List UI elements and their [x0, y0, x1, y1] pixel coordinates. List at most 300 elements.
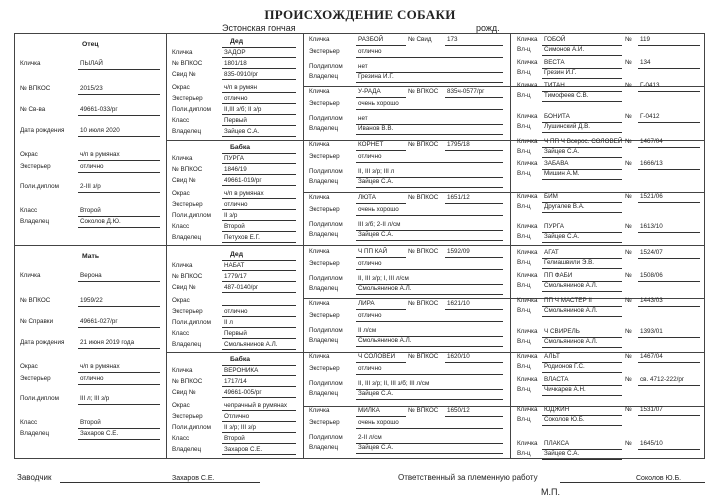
grandsire_m-svid: 487-0140/рг [224, 284, 259, 291]
granddam_m-diplom-label: Поли.диплом [172, 424, 212, 431]
grandsire_m-vpkos: 1779/17 [224, 273, 247, 280]
gggp-16-num-underline [638, 449, 700, 450]
ggp-1-diplom-label: Полдиплом [309, 63, 343, 70]
father-diplom-label: Поли.диплом [20, 183, 60, 190]
grandsire_m-klass-label: Класс [172, 330, 190, 337]
column-divider-2 [303, 33, 304, 459]
father-name-label: Кличка [20, 60, 41, 67]
granddam_m-diplom: II з/р; III з/р [224, 424, 257, 431]
ggp-1-exterier-underline [356, 57, 503, 58]
gggp-11-num: 1443/03 [640, 297, 663, 304]
gggp-6-num-label: № [625, 160, 632, 167]
ggp-7-num-label: № ВПКОС [408, 353, 439, 360]
ggp-5-exterier-label: Экстерьер [309, 260, 340, 267]
gggp-4-owner: Лушинский Д.В. [544, 123, 591, 130]
grandsire_f-klass: Первый [224, 117, 247, 124]
father-exterier-underline [78, 172, 160, 173]
ggp-2-owner-label: Владелец [309, 125, 339, 132]
ggp-6-owner-label: Владелец [309, 337, 339, 344]
gggp-2-owner: Грезин И.Г. [544, 69, 577, 76]
grandsire_f-diplom: II,III з/б; II з/р [224, 106, 262, 113]
gggp-8-name: ПУРГА [544, 223, 564, 230]
granddam_f-okras-underline [222, 198, 296, 199]
granddam_f-exterier-label: Экстерьер [172, 201, 203, 208]
father-diplom-underline [78, 192, 160, 193]
ggp-8-name-label: Кличка [309, 407, 330, 414]
grandsire_m-header-underline [222, 260, 296, 261]
ggp-4-name-label: Кличка [309, 194, 330, 201]
ggp-4-owner-label: Владелец [309, 231, 339, 238]
granddam_f-okras-label: Окрас [172, 190, 190, 197]
ggp-2-exterier-underline [356, 109, 503, 110]
ggp-8-num-underline [445, 416, 503, 417]
ggp-2-num: 835ч-0577/рг [447, 88, 485, 95]
gggp-6-name-label: Кличка [517, 160, 538, 167]
mother-klass: Второй [80, 419, 101, 426]
grandsire_f-okras-underline [222, 92, 296, 93]
ggp-3-exterier-underline [356, 162, 503, 163]
grandsire_m-diplom: II л [224, 319, 233, 326]
mother-okras: ч/п в румянах [80, 363, 120, 370]
ggp-3-owner: Зайцев С.А. [358, 178, 394, 185]
gggp-10-num-label: № [625, 272, 632, 279]
gggp-3-owner-underline [542, 101, 622, 102]
ggp-1-name-underline [356, 45, 406, 46]
gggp-13-num-underline [638, 362, 700, 363]
grandsire_m-vpkos-label: № ВПКОС [172, 273, 203, 280]
ggp-1-owner: Грезина И.Г. [358, 73, 394, 80]
gggp-5-num-label: № [625, 138, 632, 145]
granddam_m-vpkos: 1717/14 [224, 378, 247, 385]
gggp-11-owner-underline [542, 316, 622, 317]
father-header: Отец [82, 41, 99, 48]
father-exterier-label: Экстерьер [20, 163, 51, 170]
ggp-6-exterier: отлично [358, 312, 382, 319]
ggp-4-num-label: № ВПКОС [408, 194, 439, 201]
ggp-2-owner-underline [356, 134, 503, 135]
mother-name: Верона [80, 272, 102, 279]
gggp-15-num: 1531/07 [640, 406, 663, 413]
mother-okras-label: Окрас [20, 363, 38, 370]
granddam_m-klass-label: Класс [172, 435, 190, 442]
gggp-11-name-label: Кличка [517, 297, 538, 304]
ggp-1-owner-label: Владелец [309, 73, 339, 80]
gggp-4-owner-underline [542, 132, 622, 133]
mother-klass-underline [78, 428, 160, 429]
mother-exterier-label: Экстерьер [20, 375, 51, 382]
gggp-5-owner-label: Вл-ц [517, 148, 531, 155]
gggp-11-name: ПП Ч МАСТЕР II [544, 297, 592, 304]
granddam_m-klass-underline [222, 443, 296, 444]
grandsire_f-klass-underline [222, 125, 296, 126]
father-okras-underline [78, 160, 160, 161]
responsible-name: Соколов Ю.Б. [636, 475, 682, 482]
responsible-label: Ответственный за племенную работу [398, 473, 538, 482]
gggp-6-owner: Мишин А.М. [544, 170, 580, 177]
gggp-8-owner-label: Вл-ц [517, 233, 531, 240]
gggp-6-num: 1666/13 [640, 160, 663, 167]
ggp-3-diplom-label: Полдиплом [309, 168, 343, 175]
ggp-6-name: ЛИРА [358, 300, 375, 307]
gggp-8-owner-underline [542, 242, 622, 243]
gggp-5-owner: Зайцев С.А. [544, 148, 580, 155]
ggp-4-exterier: очень хорошо [358, 206, 399, 213]
grandsire_f-svid: 835-0910/рг [224, 71, 259, 78]
mother-header: Мать [82, 253, 100, 260]
ggp-5-num-label: № ВПКОС [408, 248, 439, 255]
grandsire_f-owner: Зайцев С.А. [224, 128, 260, 135]
ggp-4-diplom: III з/б; 2-II л/см [358, 221, 401, 228]
gggp-3-num-underline [638, 91, 700, 92]
stamp-label: М.П. [541, 487, 560, 497]
ggp-7-diplom: II, III з/р; II, III з/б; III л/см [358, 380, 430, 387]
grandsire_f-klass-label: Класс [172, 117, 190, 124]
father-owner: Соколов Д.Ю. [80, 218, 121, 225]
gggp-8-num: 1613/10 [640, 223, 663, 230]
gggp-9-owner-label: Вл-ц [517, 259, 531, 266]
mother-name-label: Кличка [20, 272, 41, 279]
ggp-5-exterier-underline [356, 269, 503, 270]
gggp-16-owner-underline [542, 459, 622, 460]
ggp-7-owner-underline [356, 399, 503, 400]
gggp-4-name-label: Кличка [517, 113, 538, 120]
gggp-5-num: 1467/04 [640, 138, 663, 145]
grandsire_f-vpkos: 1801/18 [224, 60, 247, 67]
gggp-6-owner-underline [542, 179, 622, 180]
gggp-10-name-label: Кличка [517, 272, 538, 279]
ggp-1-exterier-label: Экстерьер [309, 48, 340, 55]
ggp-1-num-underline [445, 45, 503, 46]
granddam_m-vpkos-label: № ВПКОС [172, 378, 203, 385]
ggp-3-exterier: отлично [358, 153, 382, 160]
mother-owner-underline [78, 439, 160, 440]
father-klass-label: Класс [20, 207, 38, 214]
document-title: ПРОИСХОЖДЕНИЕ СОБАКИ [264, 7, 456, 22]
gggp-8-owner: Зайцев С.А. [544, 233, 580, 240]
ggp-6-owner-underline [356, 346, 503, 347]
father-dob-label: Дата рождения [20, 127, 65, 134]
gggp-11-num-underline [638, 306, 700, 307]
mother-vpkos: 1959/22 [80, 297, 103, 304]
grandsire_m-okras-label: Окрас [172, 297, 190, 304]
ggp-6-diplom-label: Полдиплом [309, 327, 343, 334]
gggp-14-owner-underline [542, 395, 622, 396]
granddam_f-vpkos-label: № ВПКОС [172, 166, 203, 173]
ggp-2-diplom: нет [358, 115, 368, 122]
gggp-15-owner-label: Вл-ц [517, 416, 531, 423]
gggp-15-name: ЮДЖИН [544, 406, 570, 413]
gggp-13-num: 1467/04 [640, 353, 663, 360]
granddam_f-name: ПУРГА [224, 155, 244, 162]
granddam_f-diplom-label: Поли.диплом [172, 212, 212, 219]
granddam_f-exterier: отлично [224, 201, 248, 208]
granddam_m-okras: чепрачный в румянах [224, 402, 288, 409]
gggp-1-num-underline [638, 45, 700, 46]
ggp-8-owner-underline [356, 453, 503, 454]
gggp-9-owner-underline [542, 268, 622, 269]
granddam_m-svid-label: Свид № [172, 389, 196, 396]
mother-diplom-underline [78, 404, 160, 405]
granddam_f-svid: 49661-019/рг [224, 177, 262, 184]
ggp-5-owner-label: Владелец [309, 285, 339, 292]
ggp-5-name-underline [356, 257, 406, 258]
gggp-16-owner: Зайцев С.А. [544, 450, 580, 457]
mother-name-underline [78, 281, 160, 282]
ggp-6-exterier-underline [356, 321, 503, 322]
ggp-2-name-label: Кличка [309, 88, 330, 95]
ggp-4-num: 1651/12 [447, 194, 470, 201]
father-owner-label: Владелец [20, 218, 50, 225]
ggp-7-exterier-label: Экстерьер [309, 365, 340, 372]
gggp-15-owner-underline [542, 425, 622, 426]
gggp-2-num: 134 [640, 59, 651, 66]
gggp-12-owner-label: Вл-ц [517, 338, 531, 345]
ggp-4-num-underline [445, 203, 503, 204]
gggp-13-name: АЛЬТ [544, 353, 560, 360]
granddam_m-exterier-underline [222, 421, 296, 422]
ggp-7-owner: Зайцев С.А. [358, 390, 394, 397]
ggp-5-owner: Смольянинов А.Л. [358, 285, 412, 292]
gggp-5-owner-underline [542, 157, 622, 158]
gggp-12-owner: Смольянинов А.Л. [544, 338, 598, 345]
gggp-7-owner-label: Вл-ц [517, 203, 531, 210]
gggp-1-num-label: № [625, 36, 632, 43]
granddam_m-okras-underline [222, 410, 296, 411]
gggp-16-name-label: Кличка [517, 440, 538, 447]
ggp-5-owner-underline [356, 294, 503, 295]
ggp-2-exterier-label: Экстерьер [309, 100, 340, 107]
gggp-10-owner-underline [542, 291, 622, 292]
father-owner-underline [78, 227, 160, 228]
gggp-11-owner: Смольянинов А.Л. [544, 307, 598, 314]
ggp-8-num-label: № ВПКОС [408, 407, 439, 414]
father-klass: Второй [80, 207, 101, 214]
ggp-3-name-label: Кличка [309, 141, 330, 148]
grandsire_m-svid-underline [222, 292, 296, 293]
granddam_m-svid-underline [222, 397, 296, 398]
column-divider-3 [510, 33, 511, 459]
ggp-8-name: МИЛКА [358, 407, 380, 414]
granddam_f-diplom: II з/р [224, 212, 238, 219]
ggp-8-exterier-underline [356, 428, 503, 429]
ggp-5-diplom: II, III з/р; I, III л/см [358, 275, 409, 282]
gggp-9-name: АГАТ [544, 249, 559, 256]
gggp-14-name-label: Кличка [517, 376, 538, 383]
gggp-12-num: 1393/01 [640, 328, 663, 335]
ggp-5-exterier: отлично [358, 260, 382, 267]
gggp-7-num-underline [638, 202, 700, 203]
mother-diplom: III л; III з/р [80, 395, 110, 402]
ggp-4-exterier-underline [356, 215, 503, 216]
gggp-11-num-label: № [625, 297, 632, 304]
gggp-3-name: ТИТАН [544, 82, 565, 89]
granddam_m-header-underline [222, 365, 296, 366]
gggp-16-name: ПЛАКСА [544, 440, 570, 447]
grandsire_m-owner-label: Владелец [172, 341, 202, 348]
grandsire_f-name: ЗАДОР [224, 49, 246, 56]
granddam_f-name-underline [222, 163, 296, 164]
ggp-6-num-label: № ВПКОС [408, 300, 439, 307]
ggp-8-num: 1650/12 [447, 407, 470, 414]
gggp-13-owner-label: Вл-ц [517, 363, 531, 370]
gggp-9-num-label: № [625, 249, 632, 256]
granddam_f-svid-label: Свид № [172, 177, 196, 184]
grandsire_f-svid-underline [222, 79, 296, 80]
ggp-3-name-underline [356, 150, 406, 151]
gggp-5-num-underline [638, 147, 700, 148]
grandsire_f-okras-label: Окрас [172, 84, 190, 91]
gggp-1-owner-underline [542, 55, 622, 56]
gggp-8-num-underline [638, 232, 700, 233]
gggp-10-num-underline [638, 281, 700, 282]
granddam_f-vpkos: 1846/19 [224, 166, 247, 173]
gggp-4-num-underline [638, 122, 700, 123]
column-divider-1 [166, 33, 167, 459]
grandsire_f-vpkos-label: № ВПКОС [172, 60, 203, 67]
granddam_f-klass: Второй [224, 223, 245, 230]
gggp-1-owner: Симонов А.И. [544, 46, 585, 53]
mother-dob-label: Дата рождения [20, 339, 65, 346]
father-vpkos-underline [78, 94, 160, 95]
gggp-9-name-label: Кличка [517, 249, 538, 256]
grandsire_f-vpkos-underline [222, 68, 296, 69]
gggp-4-name: БОНИТА [544, 113, 570, 120]
ggp-8-name-underline [356, 416, 406, 417]
gggp-7-num-label: № [625, 193, 632, 200]
gggp-6-name: ЗАБАВА [544, 160, 569, 167]
mother-vpkos-underline [78, 306, 160, 307]
granddam_m-owner-underline [222, 454, 296, 455]
ggp-8-owner: Зайцев С.А. [358, 444, 394, 451]
granddam_f-klass-underline [222, 231, 296, 232]
grandsire_m-exterier-label: Экстерьер [172, 308, 203, 315]
granddam_f-diplom-underline [222, 220, 296, 221]
ggp-7-owner-label: Владелец [309, 390, 339, 397]
gggp-3-owner-label: Вл-ц [517, 92, 531, 99]
grandsire_m-header: Дед [230, 251, 244, 258]
ggp-1-diplom: нет [358, 63, 368, 70]
ggp-5-num: 1592/09 [447, 248, 470, 255]
mother-exterier-underline [78, 384, 160, 385]
father-dob: 10 июля 2020 [80, 127, 120, 134]
mother-owner-label: Владелец [20, 430, 50, 437]
gggp-1-num: 119 [640, 36, 651, 43]
ggp-6-owner: Смольянинов А.Л. [358, 337, 412, 344]
ggp-6-num: 1621/10 [447, 300, 470, 307]
gggp-15-name-label: Кличка [517, 406, 538, 413]
ggp-4-owner: Зайцев С.А. [358, 231, 394, 238]
gggp-10-num: 1508/06 [640, 272, 663, 279]
gggp-4-owner-label: Вл-ц [517, 123, 531, 130]
grandsire_m-exterier-underline [222, 316, 296, 317]
gggp-12-num-underline [638, 337, 700, 338]
grandsire_m-owner-underline [222, 349, 296, 350]
gggp-1-owner-label: Вл-ц [517, 46, 531, 53]
granddam_f-header-underline [222, 153, 296, 154]
mother-doc-underline [78, 327, 160, 328]
ggp-7-name-label: Кличка [309, 353, 330, 360]
grandsire_m-name: НАБАТ [224, 262, 245, 269]
gggp-2-name: ВЕСТА [544, 59, 565, 66]
ggp-1-num: 173 [447, 36, 458, 43]
ggp-7-name: Ч СОЛОВЕЙ [358, 353, 396, 360]
ggp-8-exterier-label: Экстерьер [309, 419, 340, 426]
grandsire_f-okras: ч/п в румян [224, 84, 258, 91]
ggp-7-num-underline [445, 362, 503, 363]
ggp-1-num-label: № Свид [408, 36, 432, 43]
granddam_m-svid: 49661-005/рг [224, 389, 262, 396]
grandsire_m-name-label: Кличка [172, 262, 193, 269]
gggp-4-num-label: № [625, 113, 632, 120]
gggp-13-owner-underline [542, 372, 622, 373]
gggp-7-num: 1521/06 [640, 193, 663, 200]
grandsire_m-diplom-underline [222, 327, 296, 328]
father-doc-underline [78, 115, 160, 116]
gggp-3-owner: Тимофеев С.В. [544, 92, 589, 99]
gggp-6-num-underline [638, 169, 700, 170]
ggp-3-diplom: II, III з/р; III л [358, 168, 395, 175]
ggp-4-exterier-label: Экстерьер [309, 206, 340, 213]
ggp-4-name: ЛЮТА [358, 194, 376, 201]
grandsire_f-name-underline [222, 57, 296, 58]
gggp-13-name-label: Кличка [517, 353, 538, 360]
gggp-9-owner: Гелиашвили Э.В. [544, 259, 595, 266]
breeder-signature-line [60, 482, 260, 483]
ggp-6-name-underline [356, 309, 406, 310]
granddam_f-vpkos-underline [222, 174, 296, 175]
granddam_f-owner-label: Владелец [172, 234, 202, 241]
granddam_f-owner-underline [222, 242, 296, 243]
ggp-7-exterier: отлично [358, 365, 382, 372]
gggp-5-name: Ч ПП Ч Всерос. СОЛОВЕЙ [544, 138, 623, 145]
gggp-15-num-underline [638, 415, 700, 416]
gggp-3-num: Г-0413 [640, 82, 660, 89]
ggp-4-owner-underline [356, 240, 503, 241]
ggp-1-owner-underline [356, 82, 503, 83]
grandsire_m-owner: Смольянинов А.Л. [224, 341, 278, 348]
ggp-2-owner: Иванов В.В. [358, 125, 394, 132]
gggp-9-num-underline [638, 258, 700, 259]
gggp-10-name: ПП ФАБИ [544, 272, 573, 279]
mother-spravka-label: № Справки [20, 318, 54, 325]
granddam_m-vpkos-underline [222, 386, 296, 387]
gggp-7-owner-underline [542, 212, 622, 213]
ggp-1-name-label: Кличка [309, 36, 330, 43]
ggp-3-name: КОРНЕТ [358, 141, 384, 148]
grandsire_f-svid-label: Свид № [172, 71, 196, 78]
grandsire_f-exterier: отлично [224, 95, 248, 102]
grandsire_f-diplom-label: Поли.диплом [172, 106, 212, 113]
mother-vpkos-label: № ВПКОС [20, 297, 51, 304]
granddam_f-owner: Петухов Е.Г. [224, 234, 260, 241]
breed-name: Эстонская гончая [222, 23, 296, 33]
ggp-4-diplom-label: Полдиплом [309, 221, 343, 228]
father-vpkos-label: № ВПКОС [20, 85, 51, 92]
gggp-12-owner-underline [542, 347, 622, 348]
father-okras: ч/п в румянах [80, 151, 120, 158]
gggp-2-num-label: № [625, 59, 632, 66]
granddam_m-owner-label: Владелец [172, 446, 202, 453]
ggp-2-exterier: очень хорошо [358, 100, 399, 107]
grandsire_f-exterier-underline [222, 103, 296, 104]
ggp-6-num-underline [445, 309, 503, 310]
gggp-9-num: 1524/07 [640, 249, 663, 256]
granddam_m-name-label: Кличка [172, 367, 193, 374]
gggp-15-owner: Соколов Ю.Б. [544, 416, 585, 423]
gggp-3-num-label: № [625, 82, 632, 89]
granddam_f-header: Бабка [230, 144, 251, 151]
gggp-13-owner: Родионов Г.С. [544, 363, 585, 370]
